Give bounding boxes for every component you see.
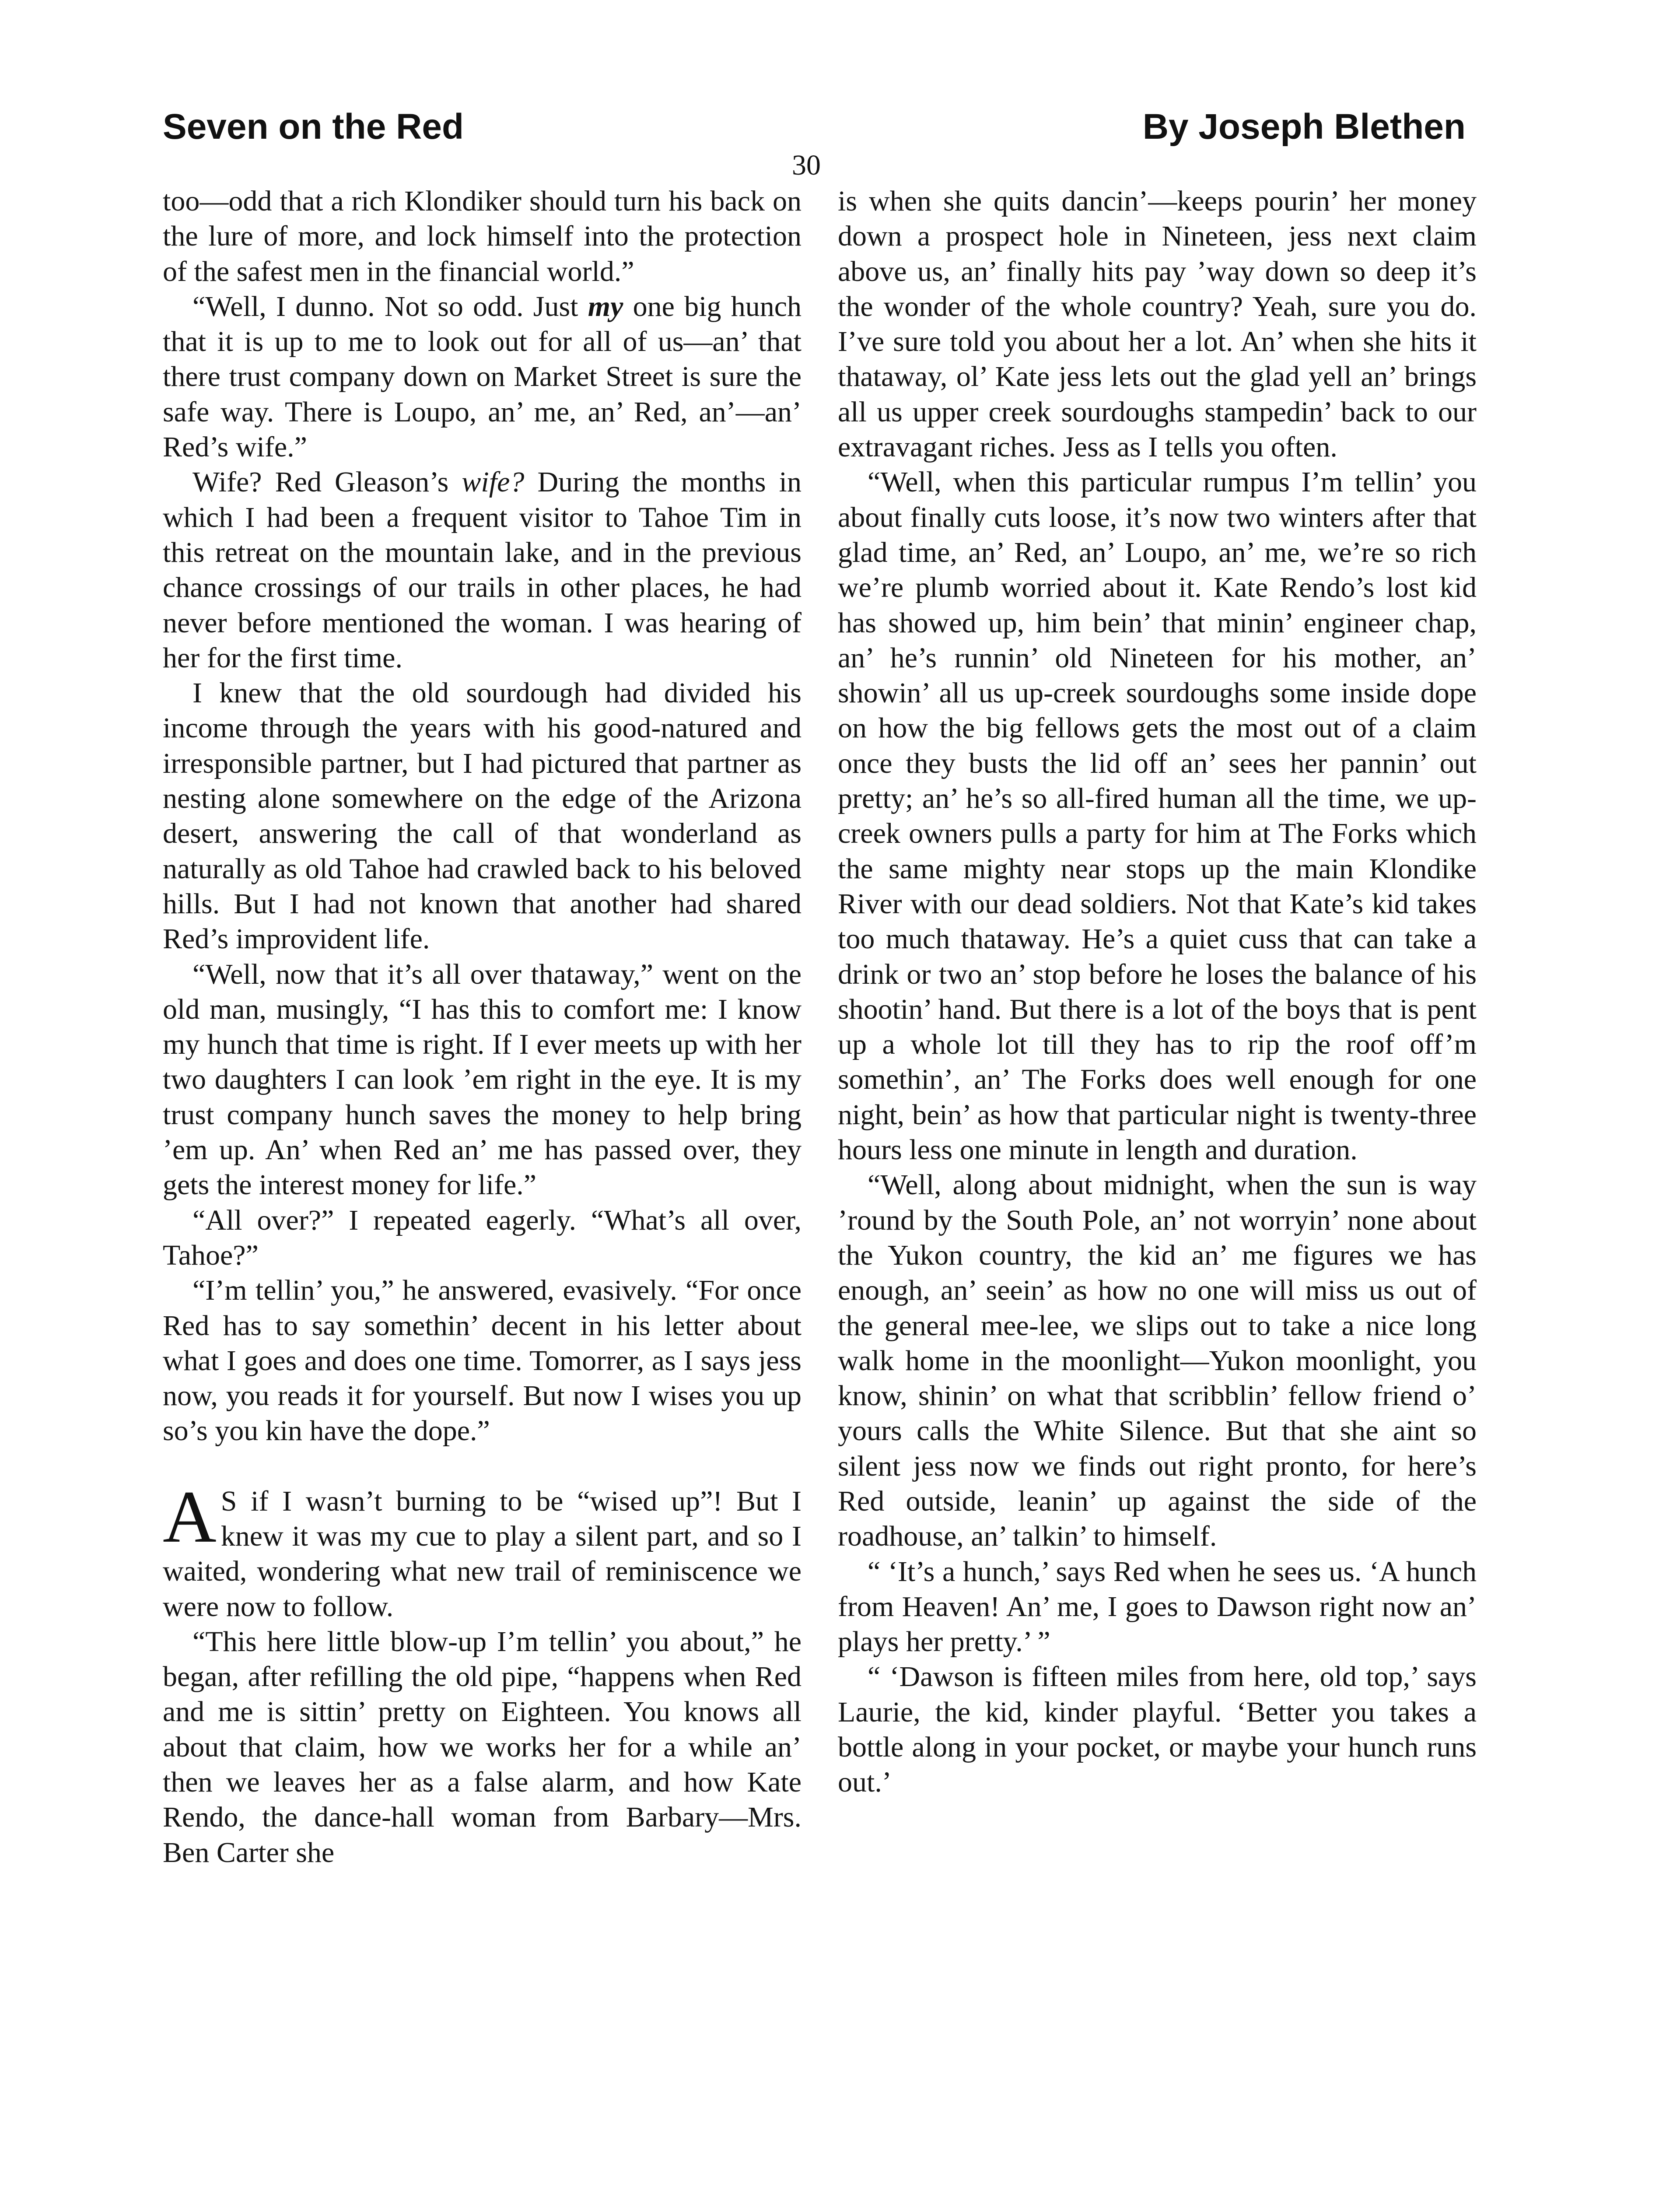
author-byline: By Joseph Blethen xyxy=(1142,107,1466,147)
text-run: “Well, I dunno. Not so odd. Just xyxy=(192,290,588,323)
paragraph: “This here little blow-up I’m tellin’ you about,” he began, after refilling the old pipe, “happens when Red and me is sittin’ pretty on Eighteen. You knows all about that claim, how we works her for a while an’ then we leaves her as a false alarm, and how Kate Rendo, the dance-hall woman from Barbary—Mrs. Ben Carter she xyxy=(163,1625,802,1869)
paragraph xyxy=(163,289,802,465)
left-text-column xyxy=(163,184,802,1870)
text-run: one big hunch that it is up to me to look out for all of us—an’ that there trust company down on Market Street is sure the safe way. There is Loupo, an’ me, an’ Red, an’—an’ Red’s wife.” xyxy=(163,290,802,463)
paragraph: “I’m tellin’ you,” he answered, evasively. “For once Red has to say somethin’ decent in his letter about what I goes and does one time. Tomorrer, as I says jess now, you reads it for yourself. But now I wises you up so’s you kin have the dope.” xyxy=(163,1274,802,1447)
emphasized-word: my xyxy=(588,290,623,323)
paragraph xyxy=(163,465,802,676)
section-start-paragraph xyxy=(163,1475,802,1624)
paragraph: “Well, when this particular rumpus I’m tellin’ you about finally cuts loose, it’s now two winters after that glad time, an’ Red, an’ Loupo, an’ me, we’re so rich we’re plumb worried about it. Kate Rendo’s lost kid has showed up, him bein’ that minin’ engineer chap, an’ he’s runnin’ old Nineteen for his mother, an’ showin’ all us up-creek sourdoughs some inside dope on how the big fellows gets the most out of a claim once they busts the lid off an’ sees her pannin’ out pretty; an’ he’s so all-fired human all the time, we up-creek owners pulls a party for him at The Forks which the same mighty near stops up the main Klondike River with our dead soldiers. Not that Kate’s kid takes too much thataway. He’s a quiet cuss that can take a drink or two an’ stop before he loses the balance of his shootin’ hand. But there is a lot of the boys that is pent up a whole lot till they has to rip the roof off’m somethin’, an’ The Forks does well enough for one night, bein’ as how that particular night is twenty-three hours less one minute in length and duration. xyxy=(838,466,1477,1166)
paragraph: “ ‘It’s a hunch,’ says Red when he sees us. ‘A hunch from Heaven! An’ me, I goes to Dawson right now an’ plays her pretty.’ ” xyxy=(838,1555,1477,1658)
text-run: During the months in which I had been a frequent visitor to Tahoe Tim in this retreat on the mountain lake, and in the previous chance crossings of our trails in other places, he had never before mentioned the woman. I was hearing of her for the first time. xyxy=(163,466,802,674)
paragraph: I knew that the old sourdough had divided his income through the years with his good-natured and irresponsible partner, but I had pictured that partner as nesting alone somewhere on the edge of the Arizona desert, answering the call of that wonderland as naturally as old Tahoe had crawled back to his beloved hills. But I had not known that another had shared Red’s improvident life. xyxy=(163,677,802,955)
paragraph: too—odd that a rich Klondiker should turn his back on the lure of more, and lock himself into the protection of the safest men in the financial world.” xyxy=(163,185,802,288)
drop-cap: A xyxy=(163,1475,217,1558)
paragraph: “Well, now that it’s all over thataway,” went on the old man, musingly, “I has this to comfort me: I know my hunch that time is right. If I ever meets up with her two daughters I can look ’em right in the eye. It is my trust company hunch saves the money to help bring ’em up. An’ when Red an’ me has passed over, they gets the interest money for life.” xyxy=(163,958,802,1201)
paragraph: “All over?” I repeated eagerly. “What’s all over, Tahoe?” xyxy=(163,1204,802,1271)
running-title: Seven on the Red xyxy=(163,107,464,147)
emphasized-word: wife? xyxy=(462,466,525,498)
paragraph: is when she quits dancin’—keeps pourin’ her money down a prospect hole in Nineteen, jess next claim above us, an’ finally hits pay ’way down so deep it’s the wonder of the whole country? Yeah, sure you do. I’ve sure told you about her a lot. An’ when she hits it thataway, ol’ Kate jess lets out the glad yell an’ brings all us upper creek sourdoughs stampedin’ back to our extravagant riches. Jess as I tells you often. xyxy=(838,185,1477,463)
page-number: 30 xyxy=(792,149,821,181)
paragraph: “ ‘Dawson is fifteen miles from here, old top,’ says Laurie, the kid, kinder playful. ‘Better you takes a bottle along in your pocket, or maybe your hunch runs out.’ xyxy=(838,1661,1477,1799)
text-run: Wife? Red Gleason’s xyxy=(192,466,462,498)
text-run: S if I wasn’t burning to be “wised up”! But I knew it was my cue to play a silent part, and so I waited, wondering what new trail of reminiscence we were now to follow. xyxy=(163,1485,802,1623)
right-text-column xyxy=(838,184,1477,1800)
paragraph: “Well, along about midnight, when the sun is way ’round by the South Pole, an’ not worryin’ none about the Yukon country, the kid an’ me figures we has enough, an’ seein’ as how no one will miss us out of the general mee-lee, we slips out to take a nice long walk home in the moonlight—Yukon moonlight, you know, shinin’ on what that scribblin’ fellow friend o’ yours calls the White Silence. But that she aint so silent jess now we finds out right pronto, for here’s Red outside, leanin’ up against the side of the roadhouse, an’ talkin’ to himself. xyxy=(838,1169,1477,1553)
